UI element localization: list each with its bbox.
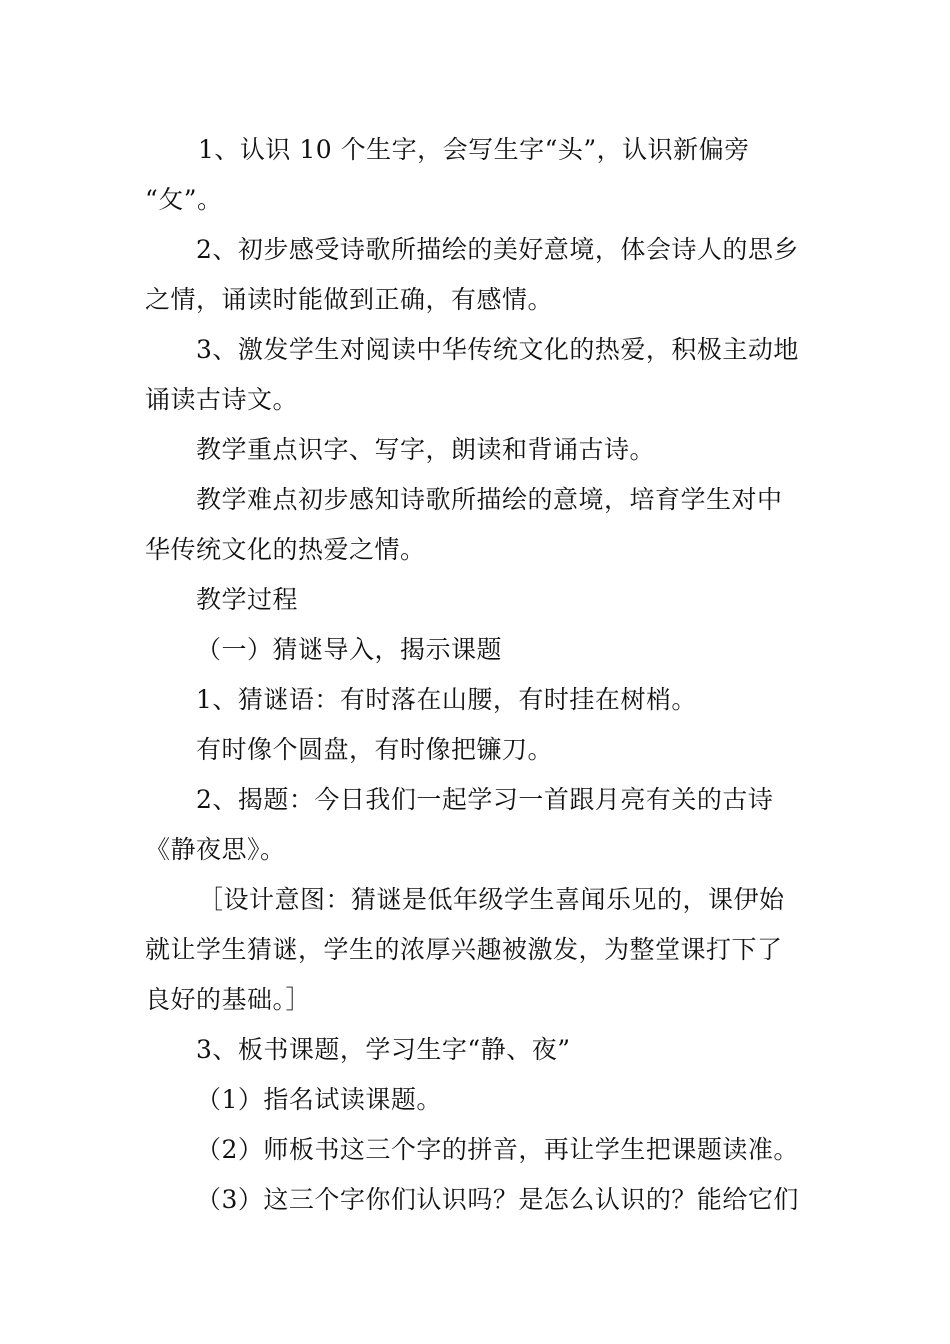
step-3-line: （3）这三个字你们认识吗？是怎么认识的？能给它们 [196, 1185, 799, 1214]
difficulties-line-1: 教学难点初步感知诗歌所描绘的意境，培育学生对中 [196, 485, 783, 514]
objective-3-line-2: 诵读古诗文。 [145, 385, 299, 414]
step-1-line: （1）指名试读课题。 [196, 1085, 442, 1114]
objective-1-line-1: 1、认识 10 个生字，会写生字“头”，认识新偏旁 [198, 135, 750, 164]
reveal-title-line-1: 2、揭题：今日我们一起学习一首跟月亮有关的古诗 [196, 785, 774, 814]
step-2-line: （2）师板书这三个字的拼音，再让学生把课题读准。 [196, 1135, 799, 1164]
difficulties-line-2: 华传统文化的热爱之情。 [145, 535, 426, 564]
objective-1-line-2: “攵”。 [145, 185, 223, 214]
key-points-paragraph: 教学重点识字、写字，朗读和背诵古诗。 [196, 435, 656, 464]
process-heading: 教学过程 [196, 585, 299, 614]
design-intent-line-2: 就让学生猜谜，学生的浓厚兴趣被激发，为整堂课打下了 [145, 935, 783, 964]
objective-3-line-1: 3、激发学生对阅读中华传统文化的热爱，积极主动地 [196, 335, 799, 364]
design-intent-line-1: ［设计意图：猜谜是低年级学生喜闻乐见的，课伊始 [198, 885, 785, 914]
section-1-heading: （一）猜谜导入，揭示课题 [196, 635, 503, 664]
riddle-line-1: 1、猜谜语：有时落在山腰，有时挂在树梢。 [196, 685, 697, 714]
riddle-line-2: 有时像个圆盘，有时像把镰刀。 [196, 735, 554, 764]
reveal-title-line-2: 《静夜思》。 [145, 835, 286, 864]
design-intent-line-3: 良好的基础。］ [145, 985, 312, 1014]
objective-2-line-1: 2、初步感受诗歌所描绘的美好意境，体会诗人的思乡 [196, 235, 799, 264]
board-title-line: 3、板书课题，学习生字“静、夜” [196, 1035, 571, 1064]
objective-2-line-2: 之情，诵读时能做到正确，有感情。 [145, 285, 554, 314]
